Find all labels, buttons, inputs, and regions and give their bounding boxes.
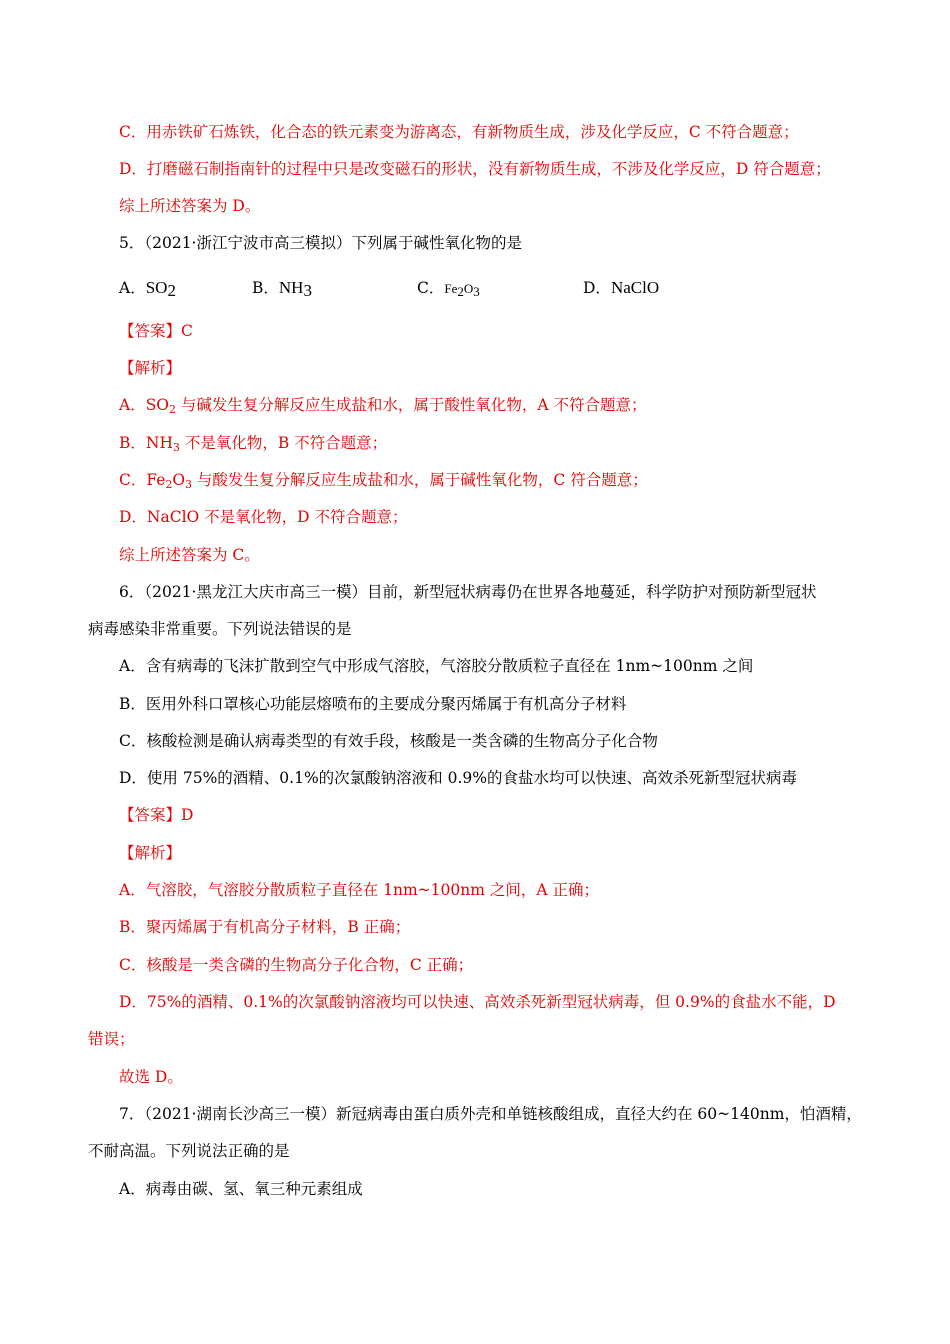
q6-analysis-b: B．聚丙烯属于有机高分子材料，B 正确； bbox=[119, 918, 411, 936]
q5-option-d: D．NaClO bbox=[583, 278, 660, 297]
q5-analysis-label: 【解析】 bbox=[119, 359, 182, 377]
q5-option-a: A．$SO_2$ bbox=[119, 278, 176, 300]
q5-option-c: C．$Fe_2O_3$ bbox=[417, 279, 480, 299]
q6-option-c: C．核酸检测是确认病毒类型的有效手段，核酸是一类含磷的生物高分子化合物 bbox=[119, 732, 658, 750]
q5-answer: 【答案】C bbox=[119, 322, 193, 340]
q6-stem-line-1: 6．（2021·黑龙江大庆市高三一模）目前，新型冠状病毒仍在世界各地蔓延，科学防护对预防新型冠状 bbox=[119, 583, 817, 601]
q5-analysis-d: D．NaClO 不是氧化物，D 不符合题意； bbox=[119, 508, 408, 526]
q5-analysis-c: C．$Fe_2O_3$ 与酸发生复分解反应生成盐和水，属于碱性氧化物，C 符合题意； bbox=[119, 471, 648, 491]
q6-analysis-a: A．气溶胶，气溶胶分散质粒子直径在 1nm~100nm 之间，A 正确； bbox=[119, 881, 599, 899]
q6-analysis-d-line-2: 错误； bbox=[88, 1030, 135, 1048]
q7-option-a: A．病毒由碳、氢、氧三种元素组成 bbox=[119, 1180, 363, 1198]
q6-summary: 故选 D。 bbox=[119, 1068, 183, 1086]
q6-analysis-c: C．核酸是一类含磷的生物高分子化合物，C 正确； bbox=[119, 956, 474, 974]
q4-analysis-c: C．用赤铁矿石炼铁，化合态的铁元素变为游离态，有新物质生成，涉及化学反应，C 不符合题意； bbox=[119, 123, 799, 141]
q5-stem: 5．（2021·浙江宁波市高三模拟）下列属于碱性氧化物的是 bbox=[119, 234, 522, 252]
q5-analysis-a: A．$SO_2$ 与碱发生复分解反应生成盐和水，属于酸性氧化物，A 不符合题意； bbox=[119, 396, 647, 416]
q6-answer: 【答案】D bbox=[119, 806, 194, 824]
q6-analysis-label: 【解析】 bbox=[119, 844, 182, 862]
q6-stem-line-2: 病毒感染非常重要。下列说法错误的是 bbox=[88, 620, 352, 638]
q5-summary: 综上所述答案为 C。 bbox=[119, 546, 260, 564]
q6-option-d: D．使用 75%的酒精、0.1%的次氯酸钠溶液和 0.9%的食盐水均可以快速、高效杀死新型冠状病毒 bbox=[119, 769, 797, 787]
q7-stem-line-2: 不耐高温。下列说法正确的是 bbox=[88, 1142, 290, 1160]
q4-summary: 综上所述答案为 D。 bbox=[119, 197, 261, 215]
q6-analysis-d-line-1: D．75%的酒精、0.1%的次氯酸钠溶液均可以快速、高效杀死新型冠状病毒，但 0.9%的食盐水不能，D bbox=[119, 993, 836, 1011]
q4-analysis-d: D．打磨磁石制指南针的过程中只是改变磁石的形状，没有新物质生成，不涉及化学反应，D 符合题意； bbox=[119, 160, 831, 178]
q7-stem-line-1: 7．（2021·湖南长沙高三一模）新冠病毒由蛋白质外壳和单链核酸组成，直径大约在 60~140nm，怕酒精， bbox=[119, 1105, 862, 1123]
q5-analysis-b: B．$NH_3$ 不是氧化物，B 不符合题意； bbox=[119, 434, 388, 454]
q5-option-b: B．$NH_3$ bbox=[252, 278, 312, 300]
q6-option-b: B．医用外科口罩核心功能层熔喷布的主要成分聚丙烯属于有机高分子材料 bbox=[119, 695, 627, 713]
q6-option-a: A．含有病毒的飞沫扩散到空气中形成气溶胶，气溶胶分散质粒子直径在 1nm~100nm 之间 bbox=[119, 657, 754, 675]
